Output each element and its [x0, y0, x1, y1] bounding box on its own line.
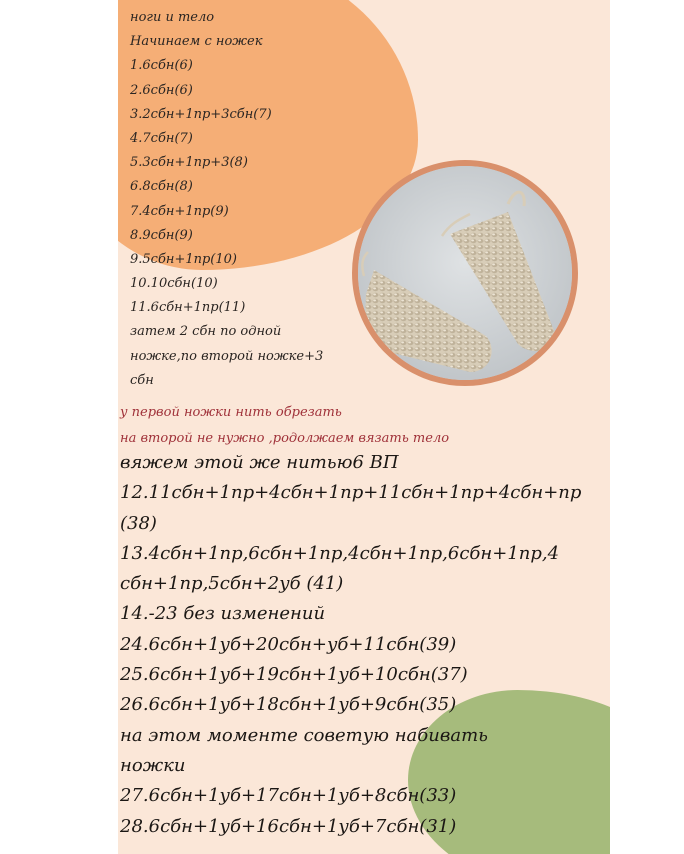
pattern-line: сбн+1пр,5сбн+2уб (41): [120, 573, 344, 595]
pattern-line: Начинаем с ножек: [130, 34, 263, 50]
pattern-line: затем 2 сбн по одной: [130, 324, 282, 340]
crochet-legs-photo: [352, 160, 578, 386]
pattern-line: сбн: [130, 372, 154, 388]
pattern-line: 14.-23 без изменений: [120, 603, 326, 625]
pattern-line: 26.6сбн+1уб+18сбн+1уб+9сбн(35): [120, 694, 457, 716]
note-line: у первой ножки нить обрезать: [120, 405, 342, 420]
note-line: на второй не нужно ,родолжаем вязать тело: [120, 431, 450, 446]
pattern-line: 9.5сбн+1пр(10): [130, 251, 237, 267]
pattern-line: вяжем этой же нитью6 ВП: [120, 452, 399, 473]
pattern-line: 27.6сбн+1уб+17сбн+1уб+8сбн(33): [120, 785, 457, 807]
pattern-line: 7.4сбн+1пр(9): [130, 203, 229, 219]
pattern-line: 24.6сбн+1уб+20сбн+уб+11сбн(39): [120, 633, 457, 655]
pattern-line: 6.8сбн(8): [130, 179, 193, 195]
pattern-line: 1.6сбн(6): [130, 58, 193, 74]
pattern-line: 4.7сбн(7): [130, 130, 193, 146]
pattern-line: 3.2сбн+1пр+3сбн(7): [130, 106, 272, 122]
pattern-line: 8.9сбн(9): [130, 227, 193, 243]
crochet-legs-image: [358, 166, 572, 380]
intro-instructions: [130, 6, 323, 393]
pattern-line: 11.6сбн+1пр(11): [130, 300, 246, 316]
pattern-line: 5.3сбн+1пр+3(8): [130, 155, 248, 171]
pattern-line: 2.6сбн(6): [130, 82, 193, 98]
body-instructions: [120, 448, 581, 842]
pattern-line: 25.6сбн+1уб+19сбн+1уб+10сбн(37): [120, 664, 468, 686]
pattern-line: ножки: [120, 754, 186, 776]
pattern-line: 10.10сбн(10): [130, 276, 218, 292]
pattern-line: 12.11сбн+1пр+4сбн+1пр+11сбн+1пр+4сбн+пр: [120, 482, 582, 504]
pattern-line: 13.4сбн+1пр,6сбн+1пр,4сбн+1пр,6сбн+1пр,4: [120, 542, 560, 564]
pattern-line: ноги и тело: [130, 10, 215, 25]
pattern-line: ножке,по второй ножке+3: [130, 348, 324, 364]
leg-notes: [120, 400, 449, 452]
pattern-line: 28.6сбн+1уб+16сбн+1уб+7сбн(31): [120, 815, 457, 837]
pattern-line: на этом моменте советую набивать: [120, 724, 488, 746]
pattern-line: (38): [120, 512, 157, 534]
pattern-card: [118, 0, 610, 854]
